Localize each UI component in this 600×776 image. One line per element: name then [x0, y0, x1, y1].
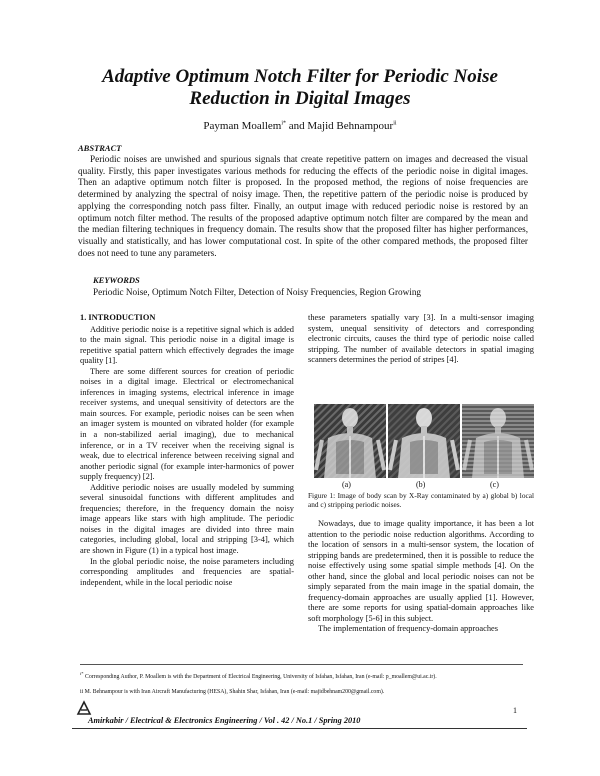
figure-caption: Figure 1: Image of body scan by X-Ray contaminated by a) global b) local and c) stripping periodic noises. [308, 491, 534, 510]
title-line-1: Adaptive Optimum Notch Filter for Periodic Noise [102, 66, 498, 87]
authors [0, 120, 600, 132]
keywords-text: Periodic Noise, Optimum Notch Filter, Detection of Noisy Frequencies, Region Growing [93, 287, 422, 297]
footnote-1-star: * [81, 671, 84, 676]
author-separator: and [285, 120, 308, 132]
figure-label-b: (b) [416, 480, 426, 489]
footnote-divider [80, 664, 523, 665]
intro-paragraph-6: Nowadays, due to image quality importance, it has been a lot attention to the periodic noise reduction algorithms. According to the location of sensors in a multi-sensor system, the location of stripping bands are predetermined, then it is possible to reduce the noise effectively using some spatial simple methods [4]. On the other hand, since the global and local periodic noises can not be simply separated from the main image in the spatial domain, the frequency-domain approaches are usually applied [1]. However, there are some reports for using spatial-domain approaches like soft morphology [5-6] in this subject. [308, 519, 534, 623]
right-column-bottom [308, 519, 534, 635]
journal-logo-icon [76, 700, 92, 716]
footnote-2: ii M. Behnampour is with Iran Aircraft Manufacturing (HESA), Shahin Shar, Isfahan, Iran (e-mail: majidbehnam200@gmail.com). [80, 689, 385, 695]
figure-1 [314, 404, 534, 478]
author-2-mark: ii [393, 120, 397, 127]
paper-title [60, 66, 540, 110]
keywords-heading: KEYWORDS [93, 275, 140, 285]
figure-label-c: (c) [490, 480, 499, 489]
author-1: Payman Moallem [203, 120, 282, 132]
figure-image-c [462, 404, 534, 478]
abstract-heading: ABSTRACT [78, 143, 122, 153]
page-number: 1 [513, 706, 517, 715]
footer-rule [72, 728, 527, 729]
journal-footer: Amirkabir / Electrical & Electronics Engineering / Vol . 42 / No.1 / Spring 2010 [88, 716, 361, 725]
footnote-1-text: Corresponding Author, P. Moallem is with the Department of Electrical Engineering, University of Isfahan, Isfahan, Iran (e-mail: p_moallem@ui.ac.ir). [84, 673, 437, 680]
title-line-2: Reduction in Digital Images [189, 88, 411, 109]
figure-image-b [388, 404, 460, 478]
right-column-top [308, 313, 534, 366]
section-heading-introduction: 1. INTRODUCTION [80, 313, 156, 322]
footnote-1-mark: i [80, 671, 82, 676]
footnote-1 [80, 670, 523, 681]
intro-paragraph-7: The implementation of frequency-domain approaches [318, 624, 498, 634]
author-1-mark: i* [281, 120, 286, 127]
figure-image-a [314, 404, 386, 478]
intro-paragraph-5: these parameters spatially vary [3]. In a multi-sensor imaging system, unequal sensitivity of detectors and corresponding electronic circuits, causes the third type of periodic noise called stripping. The number of available detectors in spatial imaging scanners determines the period of stripes [4]. [308, 313, 534, 365]
figure-label-a: (a) [342, 480, 351, 489]
intro-paragraph-2: There are some different sources for creation of periodic noises in a digital image. Electrical or electromechanical inferences in imaging systems, electrical inference in image receiver systems, and unequal sensitivity of detectors are the main sources. For example, periodic noises can be seen when an imager system is mounted on vibrated holder (for example in a non-stabilized aerial imaging), due to mechanical inference, or in a TV receiver when the receiving signal is weak, due to electrical inference between receiving signal and another periodic signal (for example inter-harmonics of power supply frequency) [2]. [80, 366, 294, 482]
abstract-text: Periodic noises are unwished and spurious signals that create repetitive pattern on images and decreased the visual quality. Firstly, this paper investigates various methods for reducing the effects of the periodic noise in digital images. Then an adaptive optimum notch filter is proposed. In the proposed method, the regions of noise frequencies are determined by analyzing the spectral of noisy image. Then, the repetitive pattern of the periodic noise is produced by applying the corresponding notch pass filter. Finally, an output image with reduced periodic noise is restored by an optimum notch filter method. The results of the proposed adaptive optimum notch filter are compared by the mean and the median filtering techniques in frequency domain. The results show that the proposed filter has higher performances, visually and statistically, and has lower computational cost. In spite of the other compared methods, the proposed filter does not need to tune any parameters. [78, 154, 528, 258]
left-column [80, 313, 294, 588]
intro-paragraph-3: Additive periodic noises are usually modeled by summing several sinusoidal functions with different amplitudes and frequencies; therefore, in the frequency domain the noisy image appears like stars with high amplitude. The periodic noises in the digital images are divided into three main categories, including global, local and stripping [3-4], which are shown in Figure (1) in a typical host image. [80, 482, 294, 556]
intro-paragraph-1: Additive periodic noise is a repetitive signal which is added to the main signal. This periodic noise in a digital image is repetitive spatial pattern which effectively degrades the image quality [1]. [80, 324, 294, 366]
author-2: Majid Behnampour [307, 120, 394, 132]
intro-paragraph-4: In the global periodic noise, the noise parameters including corresponding amplitudes and frequencies are spatial-independent, while in the local periodic noise [80, 556, 294, 587]
figure-1-images [314, 404, 534, 478]
